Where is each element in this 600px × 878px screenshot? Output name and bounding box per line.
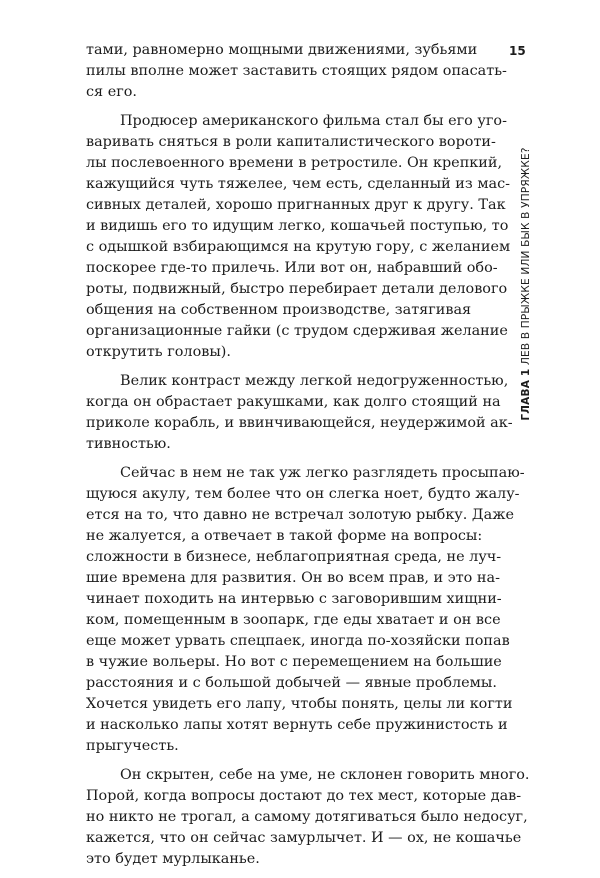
paragraph (86, 40, 507, 103)
paragraph (86, 765, 530, 870)
text-line: роты, подвижный, быстро перебирает детали делового (86, 281, 508, 297)
text-line: Продюсер американского фильма стал бы его уго- (120, 113, 507, 129)
text-line: чинает походить на интервью с заговорившим хищни- (86, 591, 502, 607)
text-line: тами, равномерно мощными движениями, зубьями (86, 42, 478, 58)
text-line: расстояния и с большой добычей — явные проблемы. (86, 675, 497, 691)
text-line: но никто не трогал, а самому дотягиваться было недосуг, (86, 809, 528, 825)
text-line: тивностью. (86, 436, 171, 452)
running-head (520, 147, 532, 420)
text-line: и насколько лапы хотят вернуть себе пружинистость и (86, 717, 508, 733)
text-line: Сейчас в нем не так уж легко разглядеть просыпаю- (120, 465, 525, 481)
text-line: варивать сняться в роли капиталистического вороти- (86, 134, 496, 150)
text-line: Он скрытен, себе на уме, не склонен говорить много. (120, 767, 530, 783)
text-line: поскорее где-то прилечь. Или вот он, набравший обо- (86, 260, 498, 276)
paragraph (86, 463, 525, 757)
text-line: ся его. (86, 84, 138, 100)
text-line: общения на собственном производстве, затягивая (86, 302, 472, 318)
page-number: 15 (509, 44, 526, 58)
text-line: сивных деталей, хорошо пригнанных друг к другу. Так (86, 197, 506, 213)
text-line: прыгучесть. (86, 738, 179, 754)
text-line: Порой, когда вопросы достают до тех мест, которые дав- (86, 788, 522, 804)
chapter-title: ЛЕВ В ПРЫЖКЕ ИЛИ БЫК В УПРЯЖКЕ? (520, 147, 532, 366)
text-line: открутить головы). (86, 344, 231, 360)
text-line: кажущийся чуть тяжелее, чем есть, сделанный из мас- (86, 176, 511, 192)
text-line: лы послевоенного времени в ретростиле. Он крепкий, (86, 155, 503, 171)
text-line: Велик контраст между легкой недогруженностью, (120, 373, 509, 389)
text-line: это будет мурлыканье. (86, 851, 260, 867)
text-line: пилы вполне может заставить стоящих рядом опасать- (86, 63, 507, 79)
text-line: не жалуется, а отвечает в такой форме на вопросы: (86, 528, 483, 544)
text-line: сложности в бизнесе, неблагоприятная среда, не луч- (86, 549, 502, 565)
text-line: ется на то, что давно не встречал золотую рыбку. Даже (86, 507, 514, 523)
text-line: щуюся акулу, тем более что он слегка ноет, будто жалу- (86, 486, 520, 502)
text-line: организационные гайки (с трудом сдерживая желание (86, 323, 508, 339)
text-line: ком, помещенным в зоопарк, где еды хватает и он все (86, 612, 501, 628)
text-line: приколе корабль, и ввинчивающейся, неудержимой ак- (86, 415, 513, 431)
text-line: кажется, что он сейчас замурлычет. И — ох, не кошачье (86, 830, 522, 846)
text-line: когда он обрастает ракушками, как долго стоящий на (86, 394, 501, 410)
paragraph (86, 371, 513, 455)
text-line: Хочется увидеть его лапу, чтобы понять, целы ли когти (86, 696, 513, 712)
text-line: шие времена для развития. Он во всем прав, и это на- (86, 570, 500, 586)
text-line: с одышкой взбирающимся на крутую гору, с желанием (86, 239, 511, 255)
paragraph (86, 111, 511, 363)
text-line: в чужие вольеры. Но вот с перемещением на большие (86, 654, 502, 670)
text-line: еще может урвать спецпаек, иногда по-хозяйски попав (86, 633, 510, 649)
text-line: и видишь его то идущим легко, кошачьей поступью, то (86, 218, 509, 234)
chapter-label: ГЛАВА 1 (520, 368, 532, 421)
